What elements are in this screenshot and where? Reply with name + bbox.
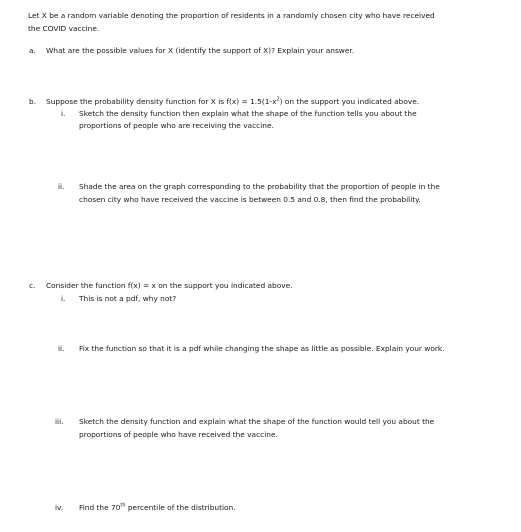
part-b-question-post: ) on the support you indicated above. <box>279 97 420 106</box>
part-b-marker: b. <box>29 97 37 106</box>
part-c-iv-pre: Find the 70 <box>79 503 121 512</box>
part-b-question-pre: Suppose the probability density function for X is f(x) = 1.5(1-x <box>46 97 277 106</box>
part-c-iii-line-1: Sketch the density function and explain what the shape of the function would tell you about the <box>79 417 435 426</box>
part-c-iv-post: percentile of the distribution. <box>125 503 236 512</box>
part-c-iv-marker: iv. <box>55 503 64 512</box>
part-b-i-line-1: Sketch the density function then explain what the shape of the function tells you about the <box>79 109 417 118</box>
part-c-iii-line-2: proportions of people who have received the vaccine. <box>79 430 278 439</box>
part-c-iii-marker: iii. <box>55 417 64 426</box>
part-b-question-exponent: 2 <box>276 96 280 103</box>
part-b-question <box>46 96 419 107</box>
part-c-marker: c. <box>29 281 36 290</box>
part-c-i-line-1: This is not a pdf, why not? <box>79 294 177 303</box>
part-b-i-line-2: proportions of people who are receiving the vaccine. <box>79 121 274 130</box>
part-a-question: What are the possible values for X (identify the support of X)? Explain your answer. <box>46 46 355 55</box>
part-c-question: Consider the function f(x) = x on the support you indicated above. <box>46 281 293 290</box>
part-c-iv-line-1 <box>79 502 236 513</box>
part-c-i-marker: i. <box>61 294 66 303</box>
part-b-ii-line-2: chosen city who have received the vaccine is between 0.5 and 0.8, then find the probability. <box>79 195 421 204</box>
part-b-ii-marker: ii. <box>58 182 65 191</box>
part-b-ii-line-1: Shade the area on the graph corresponding to the probability that the proportion of people in the <box>79 182 440 191</box>
part-c-iv-ordinal: th <box>120 502 126 509</box>
part-a-marker: a. <box>29 46 36 55</box>
intro-line-1: Let X be a random variable denoting the proportion of residents in a randomly chosen city who have received <box>28 11 435 20</box>
part-c-ii-line-1: Fix the function so that it is a pdf while changing the shape as little as possible. Explain your work. <box>79 344 445 353</box>
part-b-i-marker: i. <box>61 109 66 118</box>
intro-line-2: the COVID vaccine. <box>28 24 100 33</box>
part-c-ii-marker: ii. <box>58 344 65 353</box>
